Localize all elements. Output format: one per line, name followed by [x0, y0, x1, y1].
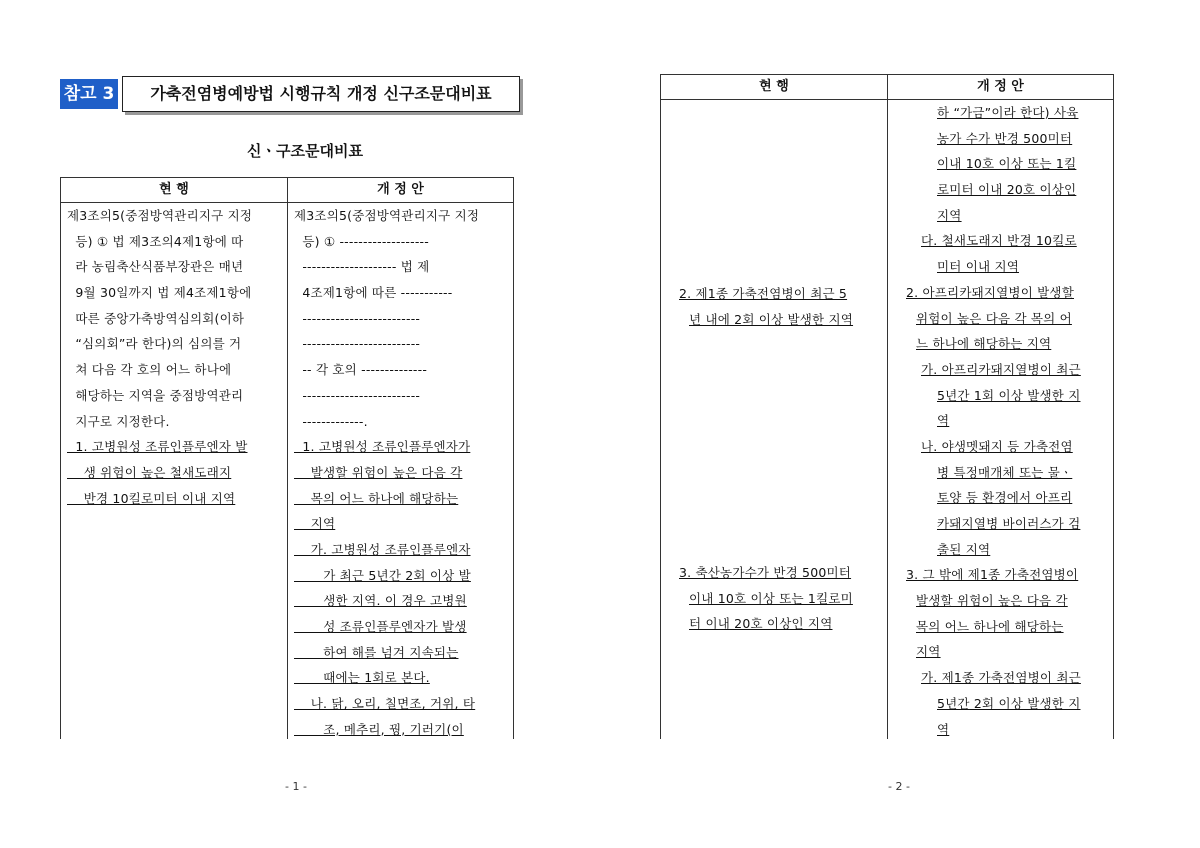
text-line-underlined: 다. 철새도래지 반경 10킬로	[921, 233, 1077, 249]
text-line-underlined: 농가 수가 반경 500미터	[937, 130, 1073, 146]
text-line: 제3조의5(중점방역관리지구 지정	[67, 208, 253, 223]
text-line-underlined: 나. 닭, 오리, 칠면조, 거위, 타	[294, 696, 476, 712]
text-line: -- 각 호의 --------------	[294, 362, 428, 378]
text-line-underlined: 발생할 위험이 높은 다음 각	[294, 464, 463, 480]
page-number: - 1 -	[285, 780, 307, 793]
text-line-underlined: 목의 어느 하나에 해당하는	[916, 618, 1064, 634]
text-line-underlined: 터 이내 20호 이상인 지역	[689, 616, 833, 632]
text-line-underlined: 1. 고병원성 조류인플루엔자 발	[67, 439, 248, 455]
text-line: -------------------------	[294, 310, 421, 326]
header-current: 현 행	[661, 75, 887, 100]
text-line-underlined: 지역	[916, 644, 941, 660]
text-line-underlined: 생한 지역. 이 경우 고병원	[294, 593, 467, 609]
text-line-underlined: 가. 아프리카돼지열병이 최근	[921, 361, 1081, 377]
text-line-underlined: 반경 10킬로미터 이내 지역	[67, 490, 236, 506]
text-line-underlined: 로미터 이내 20호 이상인	[937, 182, 1077, 198]
text-line: 따른 중앙가축방역심의회(이하	[67, 310, 245, 326]
text-line-underlined: 5년간 1회 이상 발생한 지	[937, 387, 1081, 403]
text-line: 라 농림축산식품부장관은 매년	[67, 259, 244, 275]
comparison-table-page1	[60, 177, 514, 739]
text-line-underlined: 성 조류인플루엔자가 발생	[294, 619, 467, 634]
text-line-underlined: 하여 해를 넘겨 지속되는	[294, 644, 459, 660]
header-revised: 개 정 안	[288, 178, 513, 203]
text-line-underlined: 3. 축산농가수가 반경 500미터	[679, 565, 852, 580]
text-line-underlined: 이내 10호 이상 또는 1킬로미	[689, 590, 853, 606]
page-number: - 2 -	[888, 780, 910, 793]
text-line-underlined: 목의 어느 하나에 해당하는	[294, 490, 459, 506]
text-line-underlined: 미터 이내 지역	[937, 259, 1019, 275]
text-line-underlined: 가 최근 5년간 2회 이상 발	[294, 567, 471, 583]
text-line-underlined: 병 특정매개체 또는 물ㆍ	[937, 464, 1073, 480]
text-line-underlined: 이내 10호 이상 또는 1킬	[937, 156, 1077, 172]
text-line-underlined: 년 내에 2회 이상 발생한 지역	[689, 311, 854, 327]
text-line: -------------------------	[294, 387, 421, 403]
text-line-underlined: 생 위험이 높은 철새도래지	[67, 464, 232, 480]
text-line-underlined: 토양 등 환경에서 아프리	[937, 490, 1073, 506]
current-column	[67, 203, 283, 511]
table-subtitle: 신ㆍ구조문대비표	[247, 142, 363, 160]
comparison-table-page2	[660, 74, 1114, 739]
document-title: 가축전염병예방법 시행규칙 개정 신구조문대비표	[122, 76, 520, 112]
text-line-underlined: 발생할 위험이 높은 다음 각	[916, 593, 1068, 609]
text-line-underlined: 위험이 높은 다음 각 목의 어	[916, 310, 1072, 326]
revised-column	[894, 100, 1108, 742]
text-line: “심의회”라 한다)의 심의를 거	[67, 336, 242, 352]
text-line: 지구로 지정한다.	[67, 413, 170, 429]
text-line: 해당하는 지역을 중점방역관리	[67, 387, 244, 403]
text-line: 등) ① 법 제3조의4제1항에 따	[67, 233, 244, 249]
text-line: 쳐 다음 각 호의 어느 하나에	[67, 362, 232, 378]
text-line-underlined: 2. 제1종 가축전염병이 최근 5	[679, 286, 848, 301]
revised-column	[294, 203, 508, 742]
text-line-underlined: 가. 제1종 가축전염병이 최근	[921, 670, 1081, 686]
text-line: 9월 30일까지 법 제4조제1항에	[67, 285, 252, 301]
text-line: -------------------------	[294, 336, 421, 352]
text-line-underlined: 카돼지열병 바이러스가 검	[937, 516, 1081, 531]
text-line-underlined: 1. 고병원성 조류인플루엔자가	[294, 439, 471, 455]
current-item-3	[679, 560, 883, 637]
header-current: 현 행	[61, 178, 287, 203]
text-line-underlined: 3. 그 밖에 제1종 가축전염병이	[906, 567, 1079, 583]
header-revised: 개 정 안	[888, 75, 1113, 100]
text-line-underlined: 역	[937, 721, 950, 737]
text-line-underlined: 5년간 2회 이상 발생한 지	[937, 695, 1081, 711]
text-line-underlined: 역	[937, 413, 950, 429]
text-line-underlined: 조, 메추리, 꿩, 기러기(이	[294, 721, 464, 737]
text-line-underlined: 지역	[937, 207, 962, 223]
text-line-underlined: 가. 고병원성 조류인플루엔자	[294, 541, 471, 557]
text-line-underlined: 출된 지역	[937, 541, 991, 557]
text-line-underlined: 나. 야생멧돼지 등 가축전염	[921, 438, 1073, 454]
text-line: 제3조의5(중점방역관리지구 지정	[294, 208, 480, 223]
text-line-underlined: 느 하나에 해당하는 지역	[916, 336, 1052, 352]
reference-badge: 참고 3	[60, 79, 118, 109]
text-line: 등) ① -------------------	[294, 233, 429, 249]
text-line-underlined: 지역	[294, 516, 336, 532]
current-item-2	[679, 281, 883, 332]
text-line-underlined: 하 “가금”이라 한다) 사육	[937, 105, 1079, 120]
text-line-underlined: 때에는 1회로 본다.	[294, 670, 430, 686]
text-line-underlined: 2. 아프리카돼지열병이 발생할	[906, 284, 1074, 300]
text-line: -------------.	[294, 413, 368, 429]
text-line: -------------------- 법 제	[294, 259, 430, 275]
text-line: 4조제1항에 따른 -----------	[294, 285, 453, 301]
